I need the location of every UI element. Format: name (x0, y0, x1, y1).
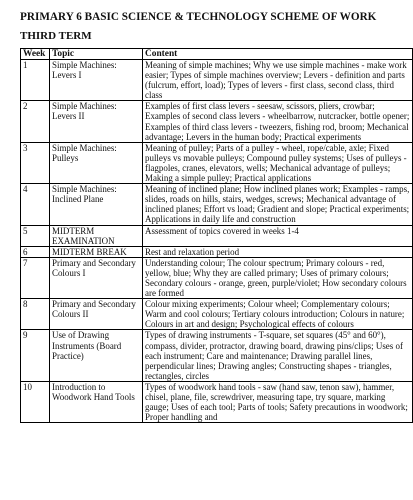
table-row (21, 225, 413, 246)
topic-cell: Primary and Secondary Colours II (50, 299, 143, 330)
table-row (21, 381, 413, 422)
column-header-week: Week (21, 49, 50, 60)
topic-cell: Primary and Secondary Colours I (50, 257, 143, 298)
table-row (21, 299, 413, 330)
table-row (21, 60, 413, 101)
week-cell: 3 (21, 142, 50, 183)
content-cell: Colour mixing experiments; Colour wheel; Complementary colours; Warm and cool colours; Tertiary colours introduction; Colours in nature; Colours in art and design; Psychological effects of colours (143, 299, 413, 330)
column-header-content: Content (143, 49, 413, 60)
topic-cell: Use of Drawing Instruments (Board Practice) (50, 330, 143, 381)
content-cell: Meaning of pulley; Parts of a pulley - wheel, rope/cable, axle; Fixed pulleys vs movable pulleys; Compound pulley systems; Uses of pulleys - flagpoles, cranes, elevators, wells; Mechanical advantage of pulleys; Making a simple pulley; Practical applications (143, 142, 413, 183)
topic-cell: MIDTERM BREAK (50, 246, 143, 257)
topic-cell: Simple Machines: Inclined Plane (50, 184, 143, 225)
topic-cell: Simple Machines: Levers II (50, 101, 143, 142)
week-cell: 4 (21, 184, 50, 225)
content-cell: Understanding colour; The colour spectrum; Primary colours - red, yellow, blue; Why they are called primary; Uses of primary colours; Secondary colours - orange, green, purple/violet; How secondary colours are formed (143, 257, 413, 298)
week-cell: 10 (21, 381, 50, 422)
content-cell: Meaning of inclined plane; How inclined planes work; Examples - ramps, slides, roads on hills, stairs, wedges, screws; Mechanical advantage of inclined planes; Effort vs load; Gradient and slope; Practical experiments; Applications in daily life and construction (143, 184, 413, 225)
content-cell: Meaning of simple machines; Why we use simple machines - make work easier; Types of simple machines overview; Levers - definition and parts (fulcrum, effort, load); Types of levers - first class, second class, third class (143, 60, 413, 101)
table-header-row (21, 49, 413, 60)
week-cell: 5 (21, 225, 50, 246)
scheme-of-work-table (20, 48, 413, 423)
table-row (21, 257, 413, 298)
table-row (21, 184, 413, 225)
table-row (21, 101, 413, 142)
week-cell: 6 (21, 246, 50, 257)
topic-cell: Introduction to Woodwork Hand Tools (50, 381, 143, 422)
content-cell: Rest and relaxation period (143, 246, 413, 257)
column-header-topic: Topic (50, 49, 143, 60)
content-cell: Examples of first class levers - seesaw, scissors, pliers, crowbar; Examples of second class levers - wheelbarrow, nutcracker, bottle opener; Examples of third class levers - tweezers, fishing rod, broom; Mechanical advantage; Levers in the human body; Practical experiments (143, 101, 413, 142)
table-row (21, 246, 413, 257)
term-heading: THIRD TERM (20, 30, 92, 42)
document-title: PRIMARY 6 BASIC SCIENCE & TECHNOLOGY SCHEME OF WORK (20, 11, 377, 23)
topic-cell: MIDTERM EXAMINATION (50, 225, 143, 246)
topic-cell: Simple Machines: Pulleys (50, 142, 143, 183)
content-cell: Types of woodwork hand tools - saw (hand saw, tenon saw), hammer, chisel, plane, file, screwdriver, measuring tape, try square, marking gauge; Uses of each tool; Parts of tools; Safety precautions in woodwork; Proper handling and (143, 381, 413, 422)
table-row (21, 142, 413, 183)
topic-cell: Simple Machines: Levers I (50, 60, 143, 101)
week-cell: 8 (21, 299, 50, 330)
week-cell: 1 (21, 60, 50, 101)
content-cell: Types of drawing instruments - T-square, set squares (45° and 60°), compass, divider, protractor, drawing board, drawing pins/clips; Uses of each instrument; Care and maintenance; Drawing parallel lines, perpendicular lines; Drawing angles; Constructing shapes - triangles, rectangles, circles (143, 330, 413, 381)
content-cell: Assessment of topics covered in weeks 1-4 (143, 225, 413, 246)
week-cell: 9 (21, 330, 50, 381)
table-row (21, 330, 413, 381)
week-cell: 2 (21, 101, 50, 142)
week-cell: 7 (21, 257, 50, 298)
